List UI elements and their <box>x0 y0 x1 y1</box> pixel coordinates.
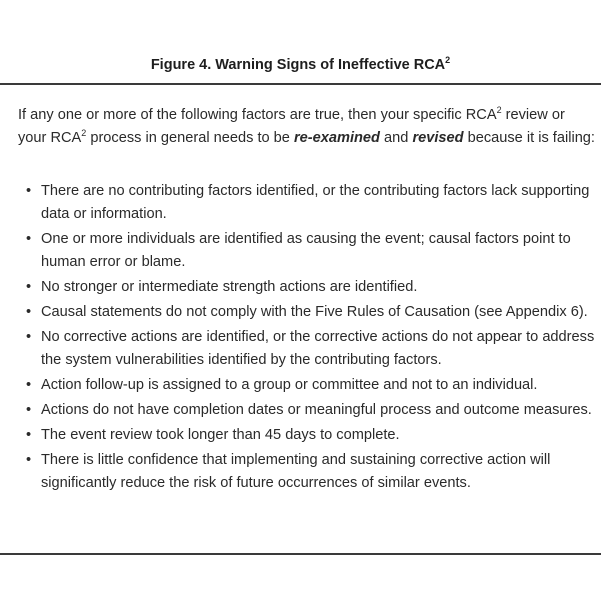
intro-text-1: If any one or more of the following factors are true, then your specific RCA <box>18 107 497 123</box>
intro-text-3: process in general needs to be <box>86 130 294 146</box>
bullet-icon: • <box>26 231 32 247</box>
intro-superscript-2: 2 <box>81 128 87 139</box>
list-item-text: No stronger or intermediate strength actions are identified. <box>41 279 418 295</box>
list-item <box>18 326 596 372</box>
bullet-icon: • <box>26 402 32 418</box>
list-item <box>18 180 596 226</box>
intro-emphasis-reexamined: re-examined <box>293 130 380 146</box>
list-item <box>18 301 596 324</box>
list-item-text: No corrective actions are identified, or the corrective actions do not appear to address the system vulnerabilities identified by the contributing factors. <box>41 329 595 368</box>
list-item <box>18 374 596 397</box>
warning-signs-list <box>18 180 596 497</box>
list-item <box>18 276 596 299</box>
bullet-icon: • <box>26 452 32 468</box>
figure-title <box>0 57 601 73</box>
intro-emphasis-revised: revised <box>412 130 464 146</box>
bullet-icon: • <box>26 304 32 320</box>
bullet-icon: • <box>26 279 32 295</box>
list-item <box>18 399 596 422</box>
bullet-icon: • <box>26 427 32 443</box>
bullet-icon: • <box>26 377 32 393</box>
list-item <box>18 424 596 447</box>
figure-title-text: Figure 4. Warning Signs of Ineffective RCA <box>150 57 446 73</box>
top-divider <box>0 83 601 85</box>
intro-superscript-1: 2 <box>496 105 502 116</box>
intro-text-2: review or your RCA <box>18 107 565 146</box>
list-item <box>18 449 596 495</box>
list-item-text: Causal statements do not comply with the Five Rules of Causation (see Appendix 6). <box>41 304 588 320</box>
list-item-text: Action follow-up is assigned to a group or committee and not to an individual. <box>41 377 538 393</box>
bullet-icon: • <box>26 329 32 345</box>
intro-text-5: because it is failing: <box>463 130 595 146</box>
intro-paragraph <box>18 104 596 150</box>
bottom-divider <box>0 553 601 555</box>
list-item <box>18 228 596 274</box>
bullet-icon: • <box>26 183 32 199</box>
intro-text-4: and <box>379 130 413 146</box>
list-item-text: There are no contributing factors identified, or the contributing factors lack supporting data or information. <box>41 183 590 222</box>
list-item-text: Actions do not have completion dates or meaningful process and outcome measures. <box>41 402 592 418</box>
list-item-text: One or more individuals are identified as causing the event; causal factors point to human error or blame. <box>41 231 571 270</box>
list-item-text: The event review took longer than 45 days to complete. <box>41 427 400 443</box>
figure-title-superscript: 2 <box>445 55 451 66</box>
list-item-text: There is little confidence that implementing and sustaining corrective action will significantly reduce the risk of future occurrences of similar events. <box>41 452 551 491</box>
